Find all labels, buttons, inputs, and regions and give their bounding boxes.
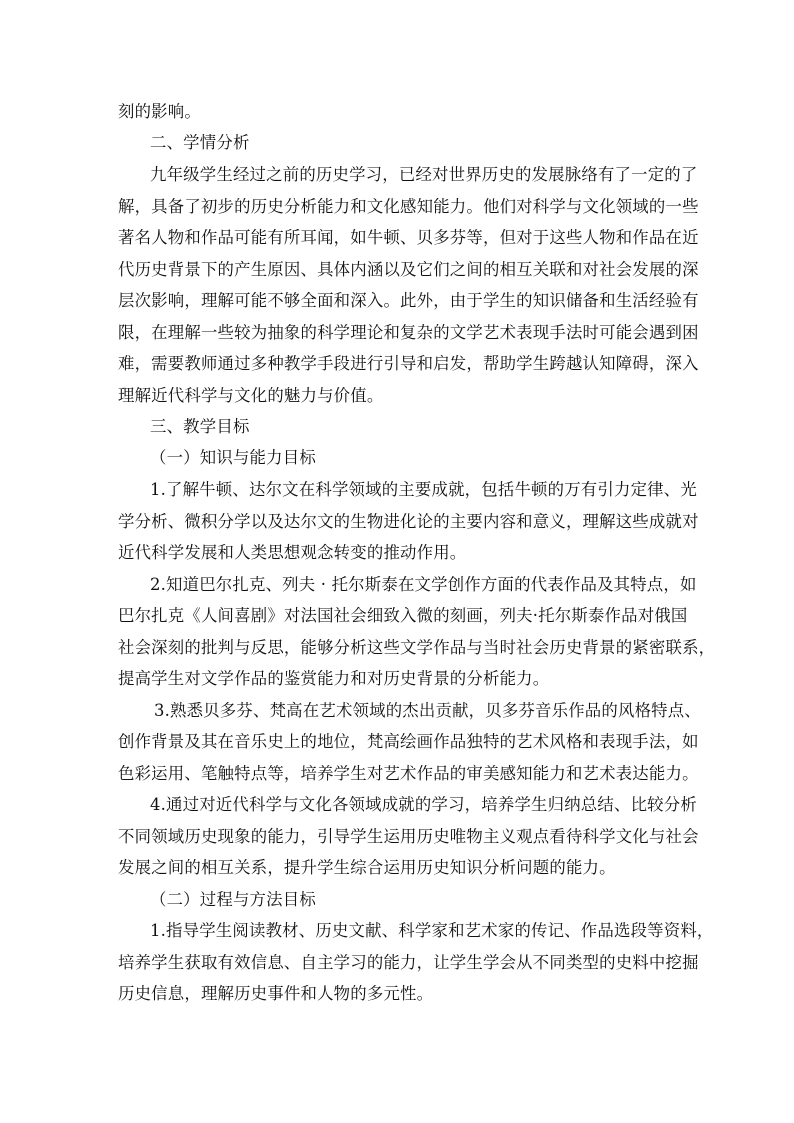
paragraph-line: 限，在理解一些较为抽象的科学理论和复杂的文学艺术表现手法时可能会遇到困	[118, 323, 699, 342]
paragraph-line: 不同领域历史现象的能力，引导学生运用历史唯物主义观点看待科学文化与社会	[118, 827, 699, 846]
paragraph-line: 历史信息，理解历史事件和人物的多元性。	[118, 984, 434, 1003]
paragraph-line: 层次影响，理解可能不够全面和深入。此外，由于学生的知识储备和生活经验有	[118, 291, 699, 310]
paragraph-line: 发展之间的相互关系，提升学生综合运用历史知识分析问题的能力。	[118, 858, 616, 877]
paragraph-line: 色彩运用、笔触特点等，培养学生对艺术作品的审美感知能力和艺术表达能力。	[118, 764, 699, 783]
paragraph-line: 学分析、微积分学以及达尔文的生物进化论的主要内容和意义，理解这些成就对	[118, 512, 699, 531]
paragraph-line: 3.熟悉贝多芬、梵高在艺术领域的杰出贡献，贝多芬音乐作品的风格特点、	[154, 701, 701, 720]
paragraph-line: 著名人物和作品可能有所耳闻，如牛顿、贝多芬等，但对于这些人物和作品在近	[118, 228, 699, 247]
paragraph-line: 近代科学发展和人类思想观念转变的推动作用。	[118, 543, 467, 562]
text-line-continuation: 刻的影响。	[118, 102, 201, 121]
section-heading-learner-analysis: 二、学情分析	[150, 133, 250, 152]
paragraph-line: 理解近代科学与文化的魅力与价值。	[118, 386, 384, 405]
paragraph-line: 九年级学生经过之前的历史学习，已经对世界历史的发展脉络有了一定的了	[150, 165, 698, 184]
paragraph-line: 1.指导学生阅读教材、历史文献、科学家和艺术家的传记、作品选段等资料，	[150, 921, 714, 940]
paragraph-line: 巴尔扎克《人间喜剧》对法国社会细致入微的刻画，列夫·托尔斯泰作品对俄国	[118, 606, 688, 625]
paragraph-line: 创作背景及其在音乐史上的地位，梵高绘画作品独特的艺术风格和表现手法，如	[118, 732, 699, 751]
paragraph-line: 1.了解牛顿、达尔文在科学领域的主要成就，包括牛顿的万有引力定律、光	[150, 480, 697, 499]
section-heading-teaching-goals: 三、教学目标	[150, 417, 250, 436]
paragraph-line: 解，具备了初步的历史分析能力和文化感知能力。他们对科学与文化领域的一些	[118, 197, 699, 216]
paragraph-line: 社会深刻的批判与反思，能够分析这些文学作品与当时社会历史背景的紧密联系，	[118, 638, 716, 657]
paragraph-line: 代历史背景下的产生原因、具体内涵以及它们之间的相互关联和对社会发展的深	[118, 260, 699, 279]
paragraph-line: 4.通过对近代科学与文化各领域成就的学习，培养学生归纳总结、比较分析	[150, 795, 697, 814]
paragraph-line: 难，需要教师通过多种教学手段进行引导和启发，帮助学生跨越认知障碍，深入	[118, 354, 699, 373]
paragraph-line: 培养学生获取有效信息、自主学习的能力，让学生学会从不同类型的史料中挖掘	[118, 953, 699, 972]
subsection-heading-process: （二）过程与方法目标	[150, 890, 316, 909]
subsection-heading-knowledge: （一）知识与能力目标	[150, 448, 316, 467]
paragraph-line: 2.知道巴尔扎克、列夫 · 托尔斯泰在文学创作方面的代表作品及其特点，如	[150, 575, 697, 594]
paragraph-line: 提高学生对文学作品的鉴赏能力和对历史背景的分析能力。	[118, 669, 550, 688]
